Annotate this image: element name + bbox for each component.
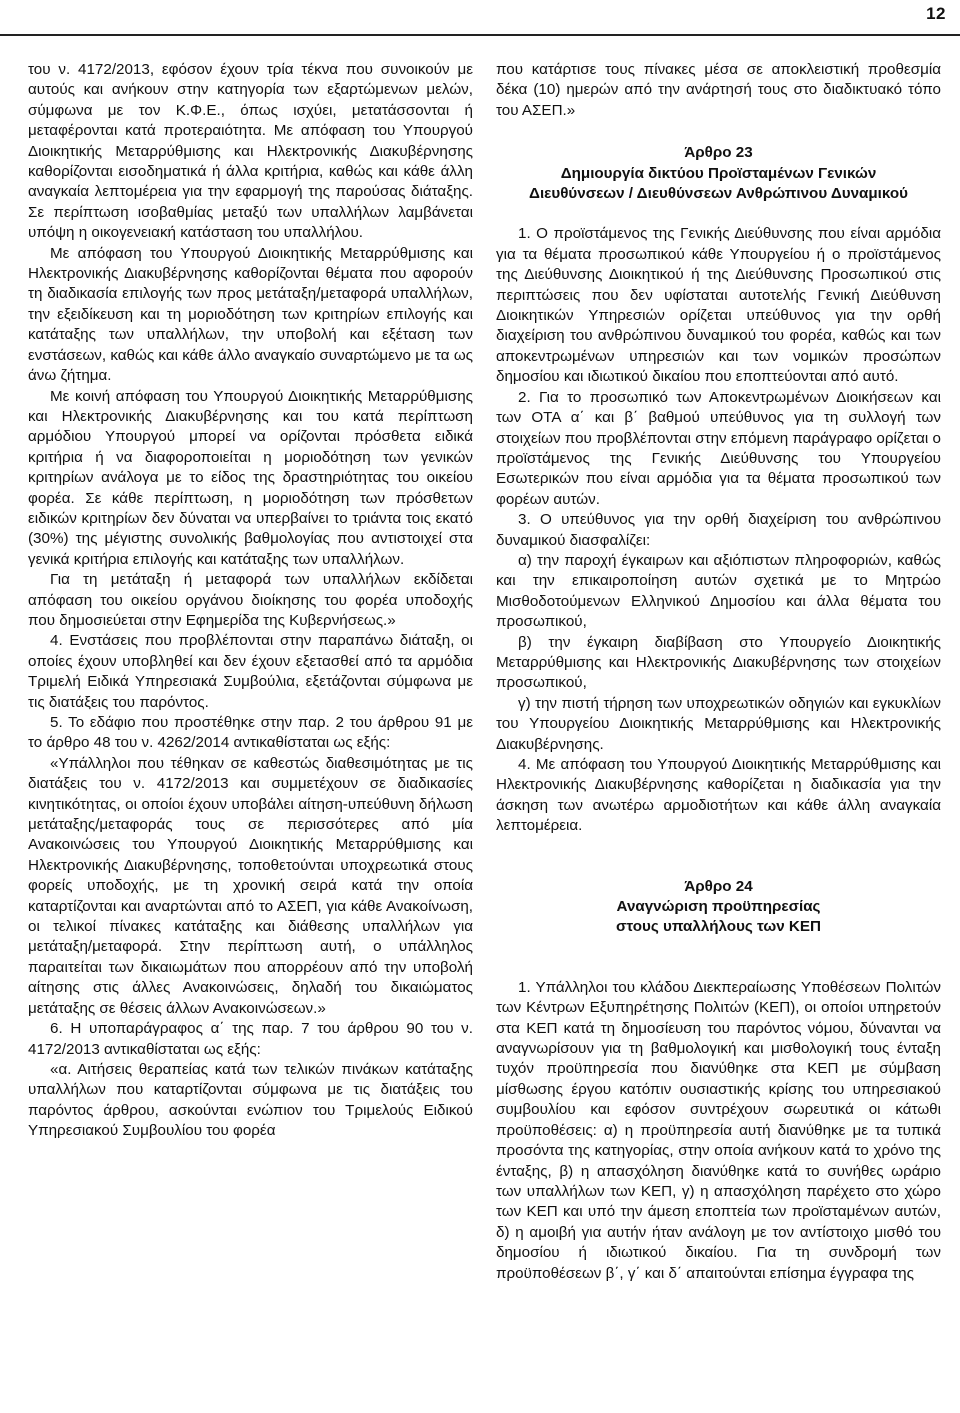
article-23-paragraph: α) την παροχή έγκαιρων και αξιόπιστων πληροφοριών, καθώς και την επικαιροποίηση αυτών σχετικά με το Μητρώο Μισθοδοτούμενων Ελληνικού Δημοσίου και άλλα θέματα του προσωπικού, (496, 551, 941, 631)
article-23-heading (496, 143, 941, 204)
article-23-paragraph: 3. Ο υπεύθυνος για την ορθή διαχείριση του ανθρώπινου δυναμικού διασφαλίζει: (496, 511, 941, 549)
left-paragraph-4: Για τη μετάταξη ή μεταφορά των υπαλλήλων εκδίδεται απόφαση του οικείου οργάνου διοίκησης του φορέα υποδοχής που δημοσιεύεται στην Εφημερίδα της Κυβερνήσεως.» (28, 571, 473, 629)
left-paragraph-1: του ν. 4172/2013, εφόσον έχουν τρία τέκνα που συνοικούν με αυτούς και ανήκουν στην κατηγορία των εξαρτώμενων μελών, σύμφωνα με τον Κ.Φ.Ε., όπως ισχύει, μετατάσσονται ή μεταφέρονται κατά προτεραιότητα. Με απόφαση του Υπουργού Διοικητικής Μεταρρύθμισης και Ηλεκτρονικής Διακυβέρνησης καθορίζονται εισοδηματικά ή άλλα κριτήρια, καθώς και κάθε άλλη αναγκαία λεπτομέρεια για την εφαρμογή της παρούσας διάταξης. Σε περίπτωση ισοβαθμίας μεταξύ των υπαλλήλων λαμβάνεται υπόψη η οικογενειακή κατάσταση του υπαλλήλου. (28, 61, 473, 242)
left-paragraph-9: «α. Αιτήσεις θεραπείας κατά των τελικών πινάκων κατάταξης υπαλλήλων που καταρτίζονται σύμφωνα με τις διατάξεις του παρόντος άρθρου, ασκούνται ενώπιον του Τριμελούς Ειδικού Υπηρεσιακού Συμβουλίου του φορέα (28, 1060, 473, 1140)
article-24-paragraph: 1. Υπάλληλοι του κλάδου Διεκπεραίωσης Υποθέσεων Πολιτών των Κέντρων Εξυπηρέτησης Πολιτών (ΚΕΠ), οι οποίοι υπηρετούν στα ΚΕΠ κατά τη δημοσίευση του παρόντος νόμου, δύνανται να αναγνωρίσουν για τη βαθμολογική και μισθολογική τους ένταξη τυχόν προϋπηρεσία που διανύθηκε στα ΚΕΠ με σύμβαση μίσθωσης έργου κατόπιν ουσιαστικής κρίσης του υπηρεσιακού συμβουλίου και εφόσον συντρέχουν σωρευτικά οι κάτωθι προϋποθέσεις: α) η προϋπηρεσία αυτή διανύθηκε με τα τυπικά προσόντα της κατηγορίας, στην οποία ανήκουν κατά το χρόνο της ένταξης, β) η απασχόληση διανύθηκε κατά το συνήθες ωράριο των υπαλλήλων των ΚΕΠ, γ) η απασχόληση παρέχετο στο χώρο των ΚΕΠ και υπό την άμεση εποπτεία των προϊσταμένων αυτών, δ) η αμοιβή για αυτήν ήταν ανάλογη με τον αντίστοιχο μισθό του δημοσίου ή ιδιωτικού δικαίου. Για τη συνδρομή των προϋποθέσεων β΄, γ΄ και δ΄ απαιτούνται επίσημα έγγραφα της (496, 978, 941, 1282)
article-24-subtitle-1: Αναγνώριση προϋπηρεσίας (616, 898, 821, 916)
article-23-paragraph: 1. Ο προϊστάμενος της Γενικής Διεύθυνσης που είναι αρμόδια για τα θέματα προσωπικού κάθε Υπουργείου ή ο προϊστάμενος της Διεύθυνσης Διοικητικού ή της Διεύθυνσης Προσωπικού στις περιπτώσεις που δεν υφίσταται αυτοτελής Γενική Διεύθυνση Διοικητικών Υπηρεσιών ορίζεται υπεύθυνος για την ορθή διαχείριση του ανθρώπινου δυναμικού του φορέα, καθώς και των αποκεντρωμένων υπηρεσιών και των νομικών προσώπων δημοσίου και ιδιωτικού δικαίου που εποπτεύονται από αυτό. (496, 225, 941, 386)
left-paragraph-8: 6. Η υποπαράγραφος α΄ της παρ. 7 του άρθρου 90 του ν. 4172/2013 αντικαθίσταται ως εξής: (28, 1020, 473, 1058)
right-intro: που κατάρτισε τους πίνακες μέσα σε αποκλειστική προθεσμία δέκα (10) ημερών από την ανάρτησή τους στο διαδικτυακό τόπο του ΑΣΕΠ.» (496, 61, 941, 119)
article-23-subtitle-1: Δημιουργία δικτύου Προϊσταμένων Γενικών (560, 164, 877, 182)
page-header (0, 0, 960, 36)
left-paragraph-7: «Υπάλληλοι που τέθηκαν σε καθεστώς διαθεσιμότητας με τις διατάξεις του ν. 4172/2013 και συμμετέχουν σε διαδικασίες κινητικότητας, οι οποίοι έχουν υποβάλει αίτηση-υπεύθυνη δήλωση μετάταξης/μεταφοράς τους σε περισσότερες από μία Ανακοινώσεις του Υπουργού Διοικητικής Μεταρρύθμισης και Ηλεκτρονικής Διακυβέρνησης, τοποθετούνται υποχρεωτικά στους φορείς υποδοχής, με τη χρονική σειρά κατά την οποία καταρτίζονται και αναρτώνται από το ΑΣΕΠ, για κάθε Ανακοίνωση, οι τελικοί πίνακες κατάταξης και διάθεσης υπαλλήλων για μετάταξη/μεταφορά. Στην περίπτωση αυτή, ο υπάλληλος παραιτείται των δικαιωμάτων που απορρέουν από την υποβολή αίτησης στις άλλες Ανακοινώσεις, δηλαδή του δικαιώματος μετάταξης σε θέσεις άλλων Ανακοινώσεων.» (28, 754, 473, 1017)
article-23-paragraph: γ) την πιστή τήρηση των υποχρεωτικών οδηγιών και εγκυκλίων του Υπουργείου Διοικητικής Μεταρρύθμισης και Ηλεκτρονικής Διακυβέρνησης. (496, 694, 941, 753)
article-24-heading (496, 877, 941, 938)
article-23-paragraph: β) την έγκαιρη διαβίβαση στο Υπουργείο Διοικητικής Μεταρρύθμισης και Ηλεκτρονικής Διακυβέρνησης των στοιχείων προσωπικού, (496, 633, 941, 692)
right-column (496, 60, 941, 1284)
article-23-title: Άρθρο 23 (684, 144, 753, 162)
page-number: 12 (926, 4, 946, 23)
left-paragraph-5: 4. Ενστάσεις που προβλέπονται στην παραπάνω διάταξη, οι οποίες έχουν υποβληθεί και δεν έχουν εξετασθεί από τα αρμόδια Τριμελή Ειδικά Υπηρεσιακά Συμβούλια, εξετάζονται σύμφωνα με τις διατάξεις του παρόντος. (28, 632, 473, 711)
header-rule (0, 34, 960, 36)
left-paragraph-3: Με κοινή απόφαση του Υπουργού Διοικητικής Μεταρρύθμισης και Ηλεκτρονικής Διακυβέρνησης και του κατά περίπτωση αρμόδιου Υπουργού μπορεί να ορίζονται πρόσθετα ειδικά κριτήρια ή να διαφοροποιείται η μοριοδότηση των γενικών κριτηρίων ανάλογα με το είδος της δραστηριότητας του οικείου φορέα. Σε κάθε περίπτωση, η μοριοδότηση των πρόσθετων ειδικών κριτηρίων δεν δύναται να υπερβαίνει το τριάντα τοις εκατό (30%) της μέγιστης συνολικής βαθμολογίας που αντιστοιχεί στα γενικά κριτήρια επιλογής και κατάταξης των υπαλλήλων. (28, 387, 473, 568)
article-23-paragraph: 2. Για το προσωπικό των Αποκεντρωμένων Διοικήσεων και των ΟΤΑ α΄ και β΄ βαθμού υπεύθυνος για τη συλλογή των στοιχείων που προβλέπονται στην επόμενη παράγραφο ορίζεται ο προϊστάμενος της Γενικής Διεύθυνσης του Υπουργείου Εσωτερικών που είναι αρμόδια για τα θέματα προσωπικού των φορέων αυτών. (496, 388, 941, 508)
left-column (28, 60, 473, 1142)
left-paragraph-2: Με απόφαση του Υπουργού Διοικητικής Μεταρρύθμισης και Ηλεκτρονικής Διακυβέρνησης καθορίζονται θέματα που αφορούν τη διαδικασία επιλογής των προς μετάταξη/μεταφορά υπαλλήλων, την εξειδίκευση και τη μοριοδότηση των κριτηρίων επιλογής και κατάταξης των υπαλλήλων, την υποβολή και εξέταση των ενστάσεων, καθώς και κάθε άλλο αναγκαίο συναρτώμενο με τα ως άνω ζήτημα. (28, 244, 473, 385)
article-24-title: Άρθρο 24 (684, 877, 753, 895)
article-23-paragraph: 4. Με απόφαση του Υπουργού Διοικητικής Μεταρρύθμισης και Ηλεκτρονικής Διακυβέρνησης καθορίζεται η διαδικασία για την άσκηση των ανωτέρω αρμοδιοτήτων και κάθε άλλη αναγκαία λεπτομέρεια. (496, 756, 941, 835)
article-23-subtitle-2: Διευθύνσεων / Διευθύνσεων Ανθρώπινου Δυναμικού (529, 185, 908, 203)
left-paragraph-6: 5. Το εδάφιο που προστέθηκε στην παρ. 2 του άρθρου 91 με το άρθρο 48 του ν. 4262/2014 αντικαθίσταται ως εξής: (28, 714, 473, 752)
article-24-subtitle-2: στους υπαλλήλους των ΚΕΠ (616, 918, 821, 936)
